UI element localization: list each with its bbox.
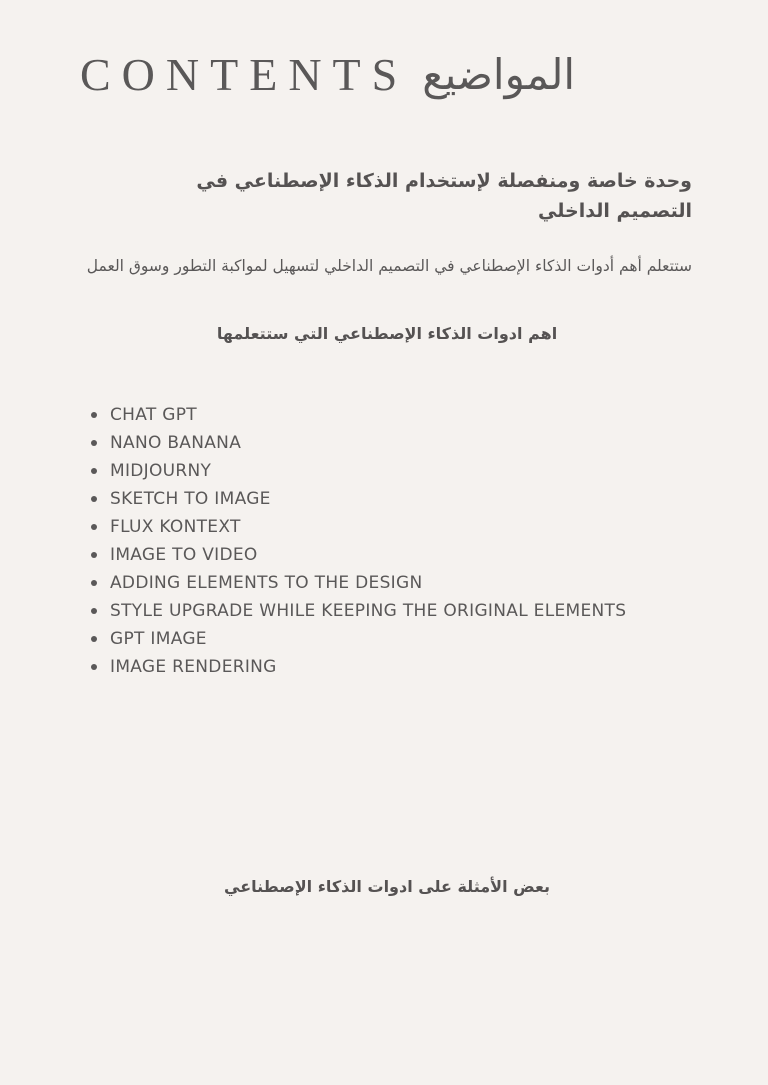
list-item	[88, 597, 626, 625]
tool-name: SKETCH TO IMAGE	[110, 489, 271, 509]
bullet-icon	[91, 468, 97, 474]
tool-name: CHAT GPT	[110, 405, 197, 425]
bullet-icon	[91, 636, 97, 642]
bullet-icon	[91, 440, 97, 446]
tools-heading: اهم ادوات الذكاء الإصطناعي التي ستتعلمها	[216, 324, 558, 343]
bullet-icon	[91, 496, 97, 502]
bullet-icon	[91, 664, 97, 670]
list-item	[88, 457, 626, 485]
tool-name: MIDJOURNY	[110, 461, 212, 481]
list-item	[88, 485, 626, 513]
bullet-icon	[91, 524, 97, 530]
tool-name: ADDING ELEMENTS TO THE DESIGN	[110, 573, 423, 593]
tool-name: NANO BANANA	[110, 433, 242, 453]
tool-name: IMAGE RENDERING	[110, 657, 277, 677]
module-description: ستتعلم أهم أدوات الذكاء الإصطناعي في التصميم الداخلي لتسهيل لمواكبة التطور وسوق العمل	[86, 257, 692, 275]
bullet-icon	[91, 412, 97, 418]
tool-name: FLUX KONTEXT	[110, 517, 241, 537]
tool-name: STYLE UPGRADE WHILE KEEPING THE ORIGINAL ELEMENTS	[110, 601, 627, 621]
tool-name: IMAGE TO VIDEO	[110, 545, 258, 565]
list-item	[88, 401, 626, 429]
list-item	[88, 541, 626, 569]
page-title-english: CONTENTS	[80, 49, 409, 100]
examples-heading: بعض الأمثلة على ادوات الذكاء الإصطناعي	[224, 877, 550, 896]
bullet-icon	[91, 608, 97, 614]
bullet-icon	[91, 552, 97, 558]
list-item	[88, 429, 626, 457]
bullet-icon	[91, 580, 97, 586]
list-item	[88, 625, 626, 653]
page-header	[80, 40, 700, 110]
list-item	[88, 569, 626, 597]
list-item	[88, 653, 626, 681]
list-item	[88, 513, 626, 541]
tools-list	[88, 401, 626, 681]
module-heading: وحدة خاصة ومنفصلة لإستخدام الذكاء الإصطناعي في التصميم الداخلي	[196, 170, 692, 222]
page-title-arabic: المواضيع	[422, 50, 576, 99]
tool-name: GPT IMAGE	[110, 629, 207, 649]
